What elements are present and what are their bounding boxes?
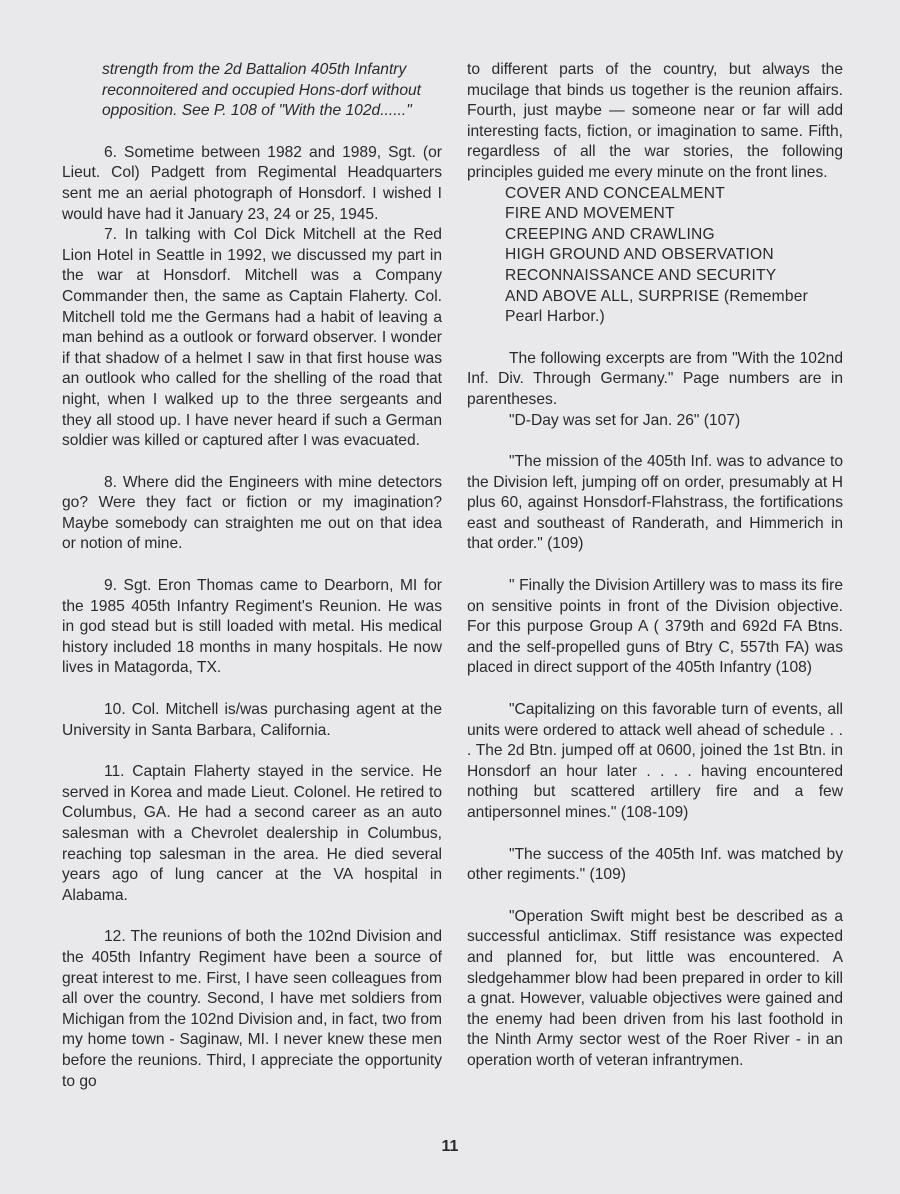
- item-7: 7. In talking with Col Dick Mitchell at the Red Lion Hotel in Seattle in 1992, we discussed my part in the war at Honsdorf. Mitchell was a Company Commander then, the same as Captain Flaherty. Col. Mitchell told me the Germans had a habit of leaving a man behind as a outlook or forward observer. I wonder if that shadow of a helmet I saw in that first house was an outlook who called for the shelling of the road that night, when I walked up to the three sergeants and they all stood up. I have never heard if such a German soldier was killed or captured after I was evacuated.: [62, 226, 442, 450]
- principle-item: HIGH GROUND AND OBSERVATION: [505, 246, 774, 264]
- left-column: [62, 60, 442, 1092]
- item-12-continuation: to different parts of the country, but always the mucilage that binds us together is the reunion affairs. Fourth, just maybe — someone near or far will add interesting facts, fiction, or imagination to same. Fifth, regardless of all the war stories, the following principles guided me every minute on the front lines.: [467, 61, 843, 181]
- excerpt-success: "The success of the 405th Inf. was matched by other regiments." (109): [467, 845, 843, 884]
- principle-item: CREEPING AND CRAWLING: [505, 225, 715, 243]
- principle-item: RECONNAISSANCE AND SECURITY: [505, 266, 777, 284]
- item-11: 11. Captain Flaherty stayed in the service. He served in Korea and made Lieut. Colonel. He retired to Columbus, GA. He had a second career as an auto salesman with a Chevrolet dealership in Columbus, reaching top salesman in the area. He died several years ago of lung cancer at the VA hospital in Alabama.: [62, 763, 442, 904]
- item-6: 6. Sometime between 1982 and 1989, Sgt. (or Lieut. Col) Padgett from Regimental Headquarters sent me an aerial photograph of Honsdorf. I wished I would have had it January 23, 24 or 25, 1945.: [62, 143, 442, 223]
- principle-item: AND ABOVE ALL, SURPRISE (Remember Pearl Harbor.): [505, 287, 808, 326]
- excerpt-mission: "The mission of the 405th Inf. was to advance to the Division left, jumping off on order, presumably at H plus 60, against Honsdorf-Flahstrass, the fortifications east and southeast of Randerath, and Himmerich in that order." (109): [467, 453, 843, 553]
- item-12: 12. The reunions of both the 102nd Division and the 405th Infantry Regiment have been a source of great interest to me. First, I have seen colleagues from all over the country. Second, I have met soldiers from Michigan from the 102nd Division and, in fact, two from my home town - Saginaw, MI. I never knew these men before the reunions. Third, I appreciate the opportunity to go: [62, 928, 442, 1090]
- item-10: 10. Col. Mitchell is/was purchasing agent at the University in Santa Barbara, California.: [62, 701, 442, 739]
- excerpt-capitalizing: "Capitalizing on this favorable turn of events, all units were ordered to attack well ahead of schedule . . . The 2d Btn. jumped off at 0600, joined the 1st Btn. in Honsdorf an hour later . . . . having encountered nothing but scattered artillery fire and a few antipersonnel mines." (108-109): [467, 701, 843, 821]
- principles-list: [467, 184, 843, 328]
- excerpt-operation-swift: "Operation Swift might best be described as a successful anticlimax. Stiff resistance was expected and planned for, but little was encountered. A sledgehammer blow had been prepared in order to kill a gnat. However, valuable objectives were gained and the enemy had been driven from his last foothold in the Ninth Army sector west of the Roer River - in an operation worth of veteran infrantrymen.: [467, 907, 843, 1069]
- item-9: 9. Sgt. Eron Thomas came to Dearborn, MI for the 1985 405th Infantry Regiment's Reunion. He was in god stead but is still loaded with metal. His medical history included 18 months in many hospitals. He now lives in Matagorda, TX.: [62, 577, 442, 677]
- right-column: [467, 60, 843, 1072]
- excerpt-artillery: " Finally the Division Artillery was to mass its fire on sensitive points in front of the Division objective. For this purpose Group A ( 379th and 692d FA Btns. and the self-propelled guns of Btry C, 557th FA) was placed in direct support of the 405th Infantry (108): [467, 577, 843, 677]
- excerpt-dday: "D-Day was set for Jan. 26" (107): [509, 411, 741, 429]
- book-quote: strength from the 2d Battalion 405th Infantry reconnoitered and occupied Hons-dorf without opposition. See P. 108 of "With the 102d......": [102, 61, 422, 120]
- page-number: 11: [441, 1138, 459, 1155]
- excerpts-intro: The following excerpts are from "With the 102nd Inf. Div. Through Germany." Page numbers are in parentheses.: [467, 349, 843, 408]
- item-8: 8. Where did the Engineers with mine detectors go? Were they fact or fiction or my imagination? Maybe somebody can straighten me out on that idea or notion of mine.: [62, 473, 442, 553]
- principle-item: COVER AND CONCEALMENT: [505, 184, 725, 202]
- principle-item: FIRE AND MOVEMENT: [505, 205, 675, 223]
